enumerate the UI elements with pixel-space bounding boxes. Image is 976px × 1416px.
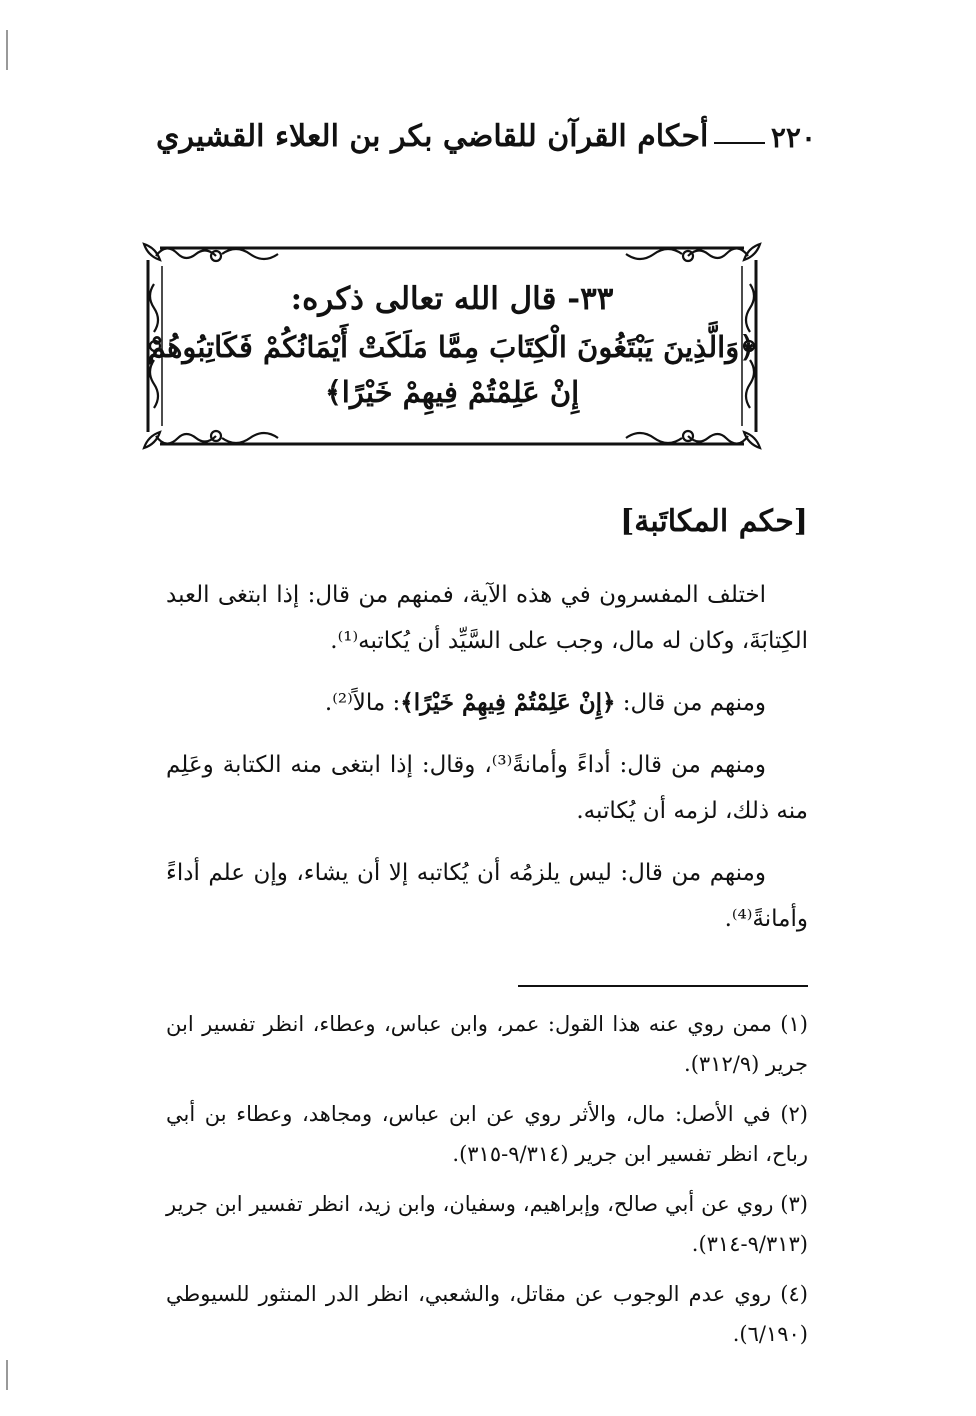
paragraph-2-suffix: : مالاً⁽²⁾. bbox=[324, 690, 401, 716]
running-title: أحكام القرآن للقاضي بكر بن العلاء القشيري bbox=[156, 119, 709, 154]
footnote-2: (٢) في الأصل: مال، والأثر روي عن ابن عباس، ومجاهد، وعطاء بن أبي رباح، انظر تفسير ابن جرير (٩/٣١٤-٣١٥). bbox=[166, 1102, 808, 1166]
margin-speck bbox=[6, 1360, 8, 1390]
verse-content bbox=[147, 270, 757, 426]
footnote-1: (١) ممن روي عنه هذا القول: عمر، وابن عباس، وعطاء، انظر تفسير ابن جرير (٣١٢/٩). bbox=[166, 1012, 808, 1076]
section-title: [حكم المكاتَبة] bbox=[620, 504, 808, 539]
body-text bbox=[166, 572, 808, 958]
paragraph-3: ومنهم من قال: أداءً وأمانةً⁽³⁾، وقال: إذا ابتغى منه الكتابة وعَلِم منه ذلك، لزمه أن يُكاتبه. bbox=[166, 752, 808, 824]
page-number: ٢٢٠ bbox=[770, 121, 816, 154]
paragraph-2 bbox=[166, 680, 808, 726]
paragraph-1: اختلف المفسرون في هذه الآية، فمنهم من قال: إذا ابتغى العبد الكِتابَةَ، وكان له مال، وجب على السَّيِّد أن يُكاتبه⁽¹⁾. bbox=[166, 582, 808, 654]
paragraph-4: ومنهم من قال: ليس يلزمُه أن يُكاتبه إلا أن يشاء، وإن علم أداءً وأمانةً⁽⁴⁾. bbox=[166, 860, 808, 932]
running-header bbox=[156, 108, 816, 152]
footnote-separator bbox=[518, 985, 808, 987]
footnote-4: (٤) روي عدم الوجوب عن مقاتل، والشعبي، انظر الدر المنثور للسيوطي (٦/١٩٠). bbox=[166, 1282, 808, 1346]
header-rule bbox=[714, 142, 764, 144]
verse-heading: ٣٣- قال الله تعالى ذكره: bbox=[290, 281, 614, 318]
paragraph-2-quote: ﴿إِنْ عَلِمْتُمْ فِيهِمْ خَيْرًا﴾ bbox=[400, 689, 616, 716]
paragraph-2-prefix: ومنهم من قال: bbox=[615, 690, 766, 716]
footnotes bbox=[166, 1004, 808, 1364]
verse-frame bbox=[136, 236, 768, 456]
verse-line-1: ﴿وَالَّذِينَ يَبْتَغُونَ الْكِتَابَ مِمَّا مَلَكَتْ أَيْمَانُكُمْ فَكَاتِبُوهُمْ bbox=[147, 330, 757, 365]
margin-speck bbox=[6, 30, 8, 70]
footnote-3: (٣) روي عن أبي صالح، وإبراهيم، وسفيان، وابن زيد، انظر تفسير ابن جرير (٩/٣١٣-٣١٤). bbox=[166, 1192, 808, 1256]
verse-line-2: إِنْ عَلِمْتُمْ فِيهِمْ خَيْرًا﴾ bbox=[324, 375, 580, 409]
